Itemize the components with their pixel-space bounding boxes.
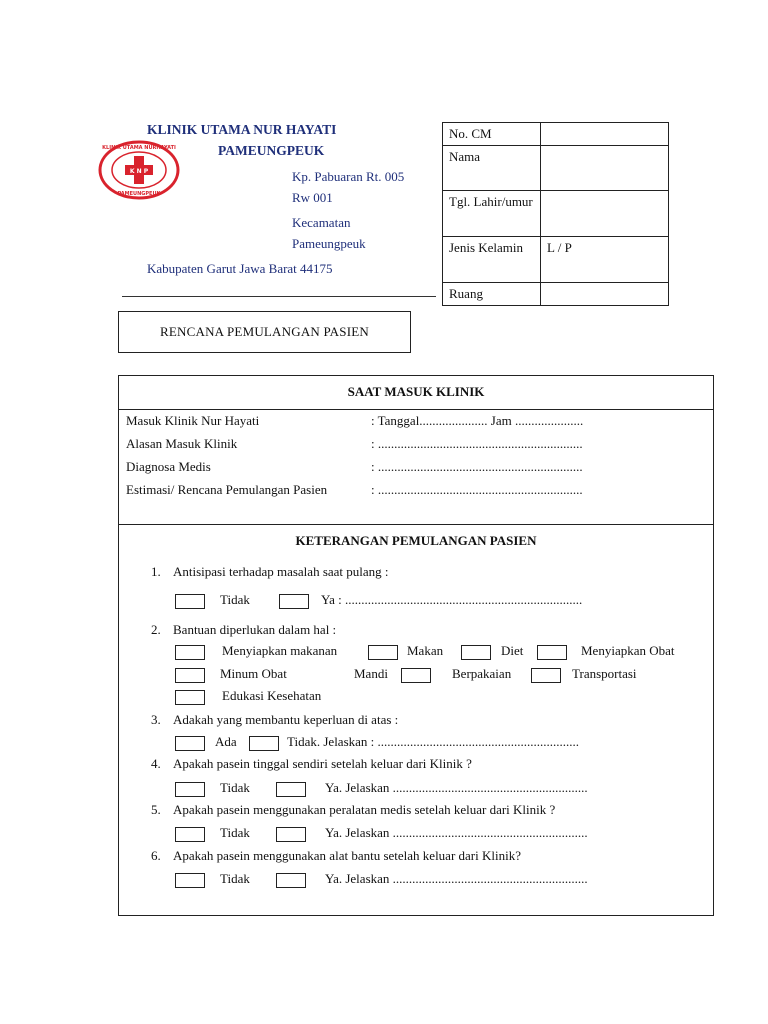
q2-edukasi-kesehatan-checkbox[interactable] [175, 690, 205, 705]
q3-tidak-checkbox[interactable] [249, 736, 279, 751]
logo-bottom-text: PAMEUNGPEUK [117, 191, 161, 197]
section-heading-admission: SAAT MASUK KLINIK [347, 384, 485, 399]
label-tgl-lahir: Tgl. Lahir/umur [443, 191, 541, 237]
address-line-3: Kecamatan [292, 215, 351, 230]
q4-text: Apakah pasein tinggal sendiri setelah keluar dari Klinik ? [173, 756, 472, 771]
q2-menyiapkan-obat-label: Menyiapkan Obat [581, 643, 675, 658]
estimate-row-label: Estimasi/ Rencana Pemulangan Pasien [126, 482, 328, 497]
q5-ya-checkbox[interactable] [276, 827, 306, 842]
q4-ya-checkbox[interactable] [276, 782, 306, 797]
q6-ya-checkbox[interactable] [276, 873, 306, 888]
diagnosis-row-label: Diagnosa Medis [126, 459, 211, 474]
section-divider [119, 409, 713, 410]
form-title: RENCANA PEMULANGAN PASIEN [118, 311, 411, 353]
q5-ya-label[interactable]: Ya. Jelaskan ............................................................ [325, 825, 588, 840]
q6-text: Apakah pasein menggunakan alat bantu setelah keluar dari Klinik? [173, 848, 521, 863]
admission-row-label: Masuk Klinik Nur Hayati [126, 413, 260, 428]
q2-edukasi-kesehatan-label: Edukasi Kesehatan [222, 688, 322, 703]
section-heading-discharge: KETERANGAN PEMULANGAN PASIEN [295, 533, 537, 548]
estimate-row-value[interactable]: : ............................................................... [371, 482, 583, 497]
q2-transportasi-label: Transportasi [572, 666, 637, 681]
q4-ya-label[interactable]: Ya. Jelaskan ............................................................ [325, 780, 588, 795]
q5-tidak-checkbox[interactable] [175, 827, 205, 842]
q2-makan-checkbox[interactable] [368, 645, 398, 660]
q1-tidak-label: Tidak [220, 592, 250, 607]
q3-ada-label: Ada [215, 734, 237, 749]
header-divider [122, 296, 436, 297]
value-tgl-lahir[interactable] [541, 191, 669, 237]
q3-text: Adakah yang membantu keperluan di atas : [173, 712, 399, 727]
q2-berpakaian-checkbox[interactable] [531, 668, 561, 683]
q2-diet-checkbox[interactable] [461, 645, 491, 660]
address-line-1: Kp. Pabuaran Rt. 005 [292, 169, 405, 184]
patient-info-table [442, 122, 669, 306]
q4-tidak-label: Tidak [220, 780, 250, 795]
value-jenis-kelamin[interactable]: L / P [541, 237, 669, 283]
value-ruang[interactable] [541, 283, 669, 306]
q1-ya-label[interactable]: Ya : ......................................................................... [321, 592, 583, 607]
q3-ada-checkbox[interactable] [175, 736, 205, 751]
q2-number: 2. [151, 622, 161, 637]
q6-number: 6. [151, 848, 161, 863]
q6-tidak-checkbox[interactable] [175, 873, 205, 888]
section-divider [119, 524, 713, 525]
admission-row-value[interactable]: : Tanggal..................... Jam ..................... [371, 413, 584, 428]
q2-minum-obat-label: Minum Obat [220, 666, 287, 681]
q1-text: Antisipasi terhadap masalah saat pulang : [173, 564, 389, 579]
reason-row-value[interactable]: : ............................................................... [371, 436, 583, 451]
diagnosis-row-value[interactable]: : ............................................................... [371, 459, 583, 474]
reason-row-label: Alasan Masuk Klinik [126, 436, 238, 451]
label-nama: Nama [443, 146, 541, 191]
q1-number: 1. [151, 564, 161, 579]
logo-center-text: K N P [129, 168, 149, 175]
address-line-2: Rw 001 [292, 190, 333, 205]
logo-ring-text: KLINIK UTAMA NURHAYATI [102, 145, 176, 151]
q5-tidak-label: Tidak [220, 825, 250, 840]
clinic-name: KLINIK UTAMA NUR HAYATI [147, 122, 337, 137]
q2-mandi-checkbox[interactable] [401, 668, 431, 683]
q5-number: 5. [151, 802, 161, 817]
q4-number: 4. [151, 756, 161, 771]
q2-berpakaian-label: Berpakaian [452, 666, 512, 681]
q2-menyiapkan-makanan-label: Menyiapkan makanan [222, 643, 338, 658]
q2-minum-obat-checkbox[interactable] [175, 668, 205, 683]
value-no-cm[interactable] [541, 123, 669, 146]
q5-text: Apakah pasein menggunakan peralatan medis setelah keluar dari Klinik ? [173, 802, 556, 817]
q3-tidak-label[interactable]: Tidak. Jelaskan : .............................................................. [287, 734, 580, 749]
clinic-logo [98, 140, 180, 200]
label-ruang: Ruang [443, 283, 541, 306]
q2-menyiapkan-makanan-checkbox[interactable] [175, 645, 205, 660]
label-no-cm: No. CM [443, 123, 541, 146]
discharge-form-box [118, 375, 714, 916]
q2-text: Bantuan diperlukan dalam hal : [173, 622, 337, 637]
label-jenis-kelamin: Jenis Kelamin [443, 237, 541, 283]
q6-ya-label[interactable]: Ya. Jelaskan ............................................................ [325, 871, 588, 886]
q1-tidak-checkbox[interactable] [175, 594, 205, 609]
value-nama[interactable] [541, 146, 669, 191]
q2-diet-label: Diet [501, 643, 524, 658]
q2-mandi-label: Mandi [354, 666, 388, 681]
q1-ya-checkbox[interactable] [279, 594, 309, 609]
address-line-4: Pameungpeuk [292, 236, 366, 251]
address-line-5: Kabupaten Garut Jawa Barat 44175 [147, 261, 333, 276]
q6-tidak-label: Tidak [220, 871, 250, 886]
q3-number: 3. [151, 712, 161, 727]
q4-tidak-checkbox[interactable] [175, 782, 205, 797]
q2-menyiapkan-obat-checkbox[interactable] [537, 645, 567, 660]
q2-makan-label: Makan [407, 643, 444, 658]
clinic-subtitle: PAMEUNGPEUK [218, 143, 325, 158]
